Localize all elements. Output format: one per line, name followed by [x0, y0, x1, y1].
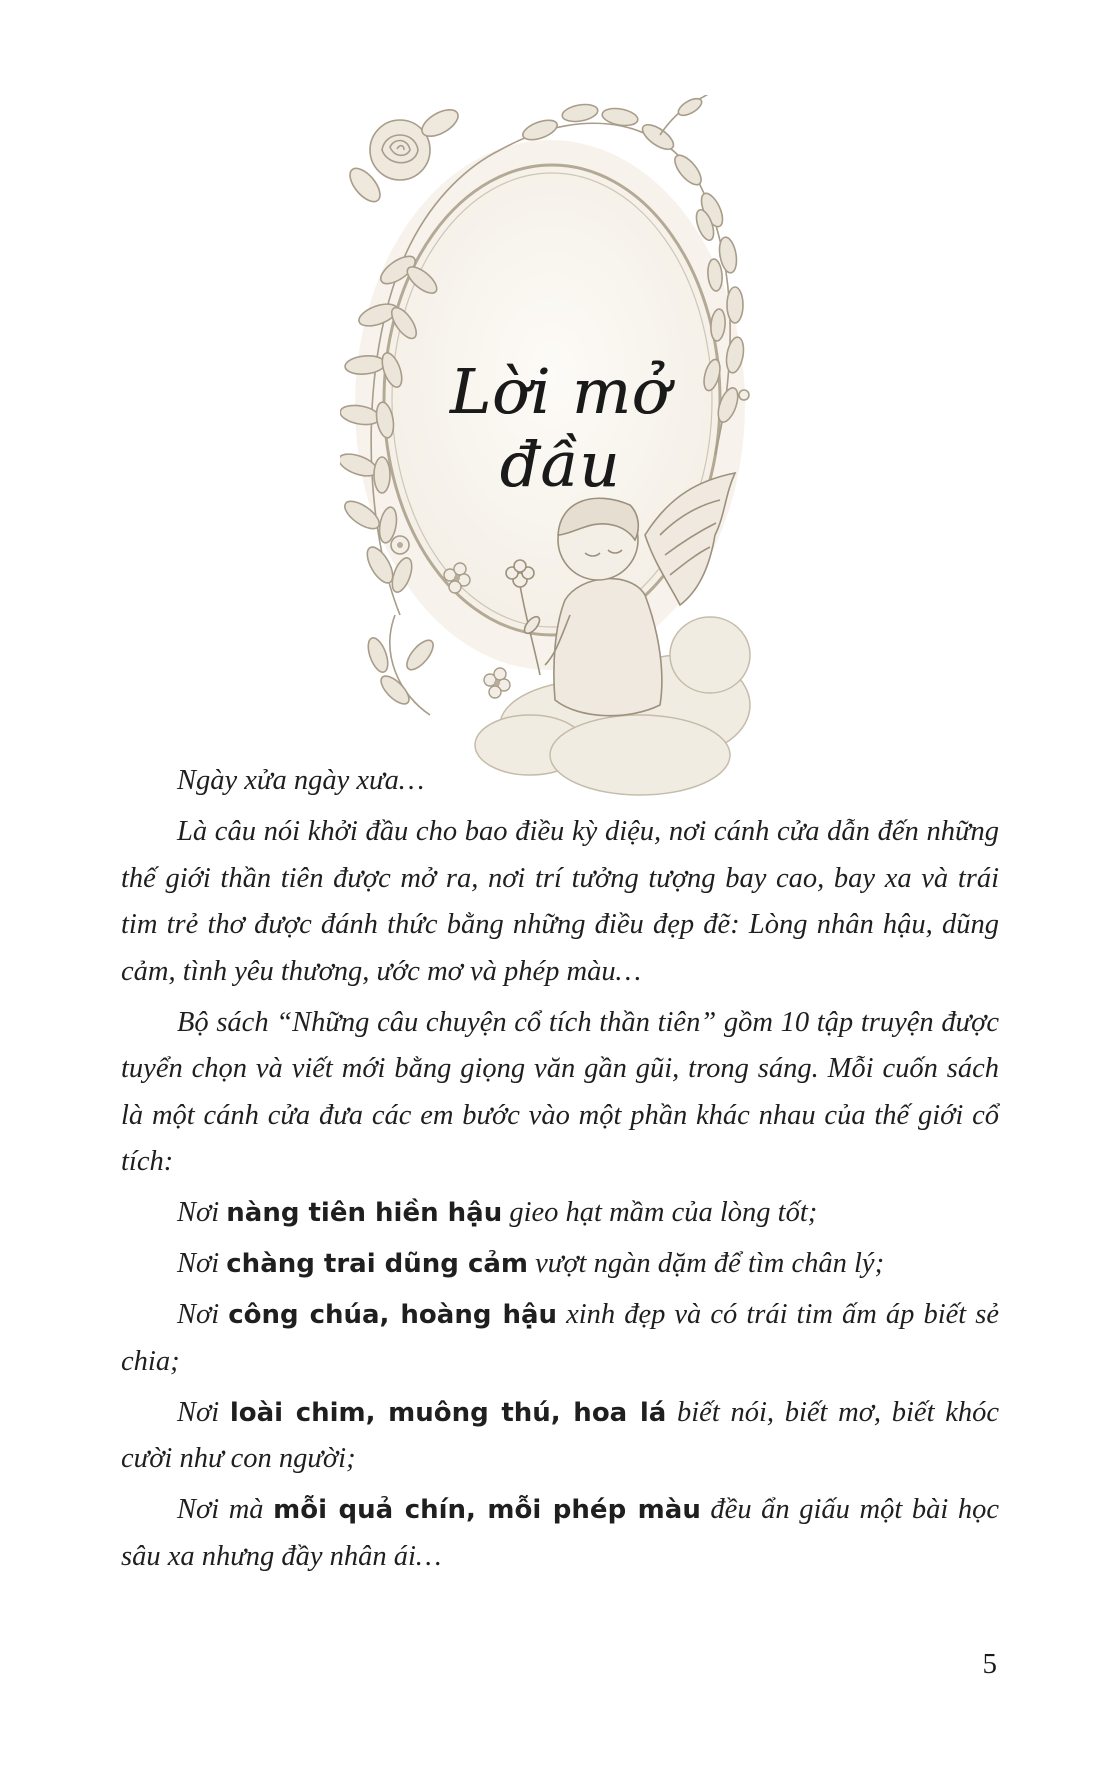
page-number: 5 — [982, 1648, 997, 1680]
paragraph-text: Nơi — [177, 1299, 229, 1330]
paragraph — [121, 1292, 999, 1385]
paragraph-text: vượt ngàn dặm để tìm chân lý; — [528, 1248, 885, 1279]
paragraph — [121, 758, 999, 805]
emphasis-text: chàng trai dũng cảm — [226, 1249, 529, 1279]
chapter-title: Lời mở đầu — [449, 355, 671, 501]
paragraph-text: gieo hạt mầm của lòng tốt; — [502, 1197, 818, 1228]
paragraph-text: biết nói, biết mơ, biết khóc cười như con người; — [121, 1396, 999, 1474]
paragraph-text: đều ẩn giấu một bài học sâu xa nhưng đầy nhân ái… — [121, 1494, 999, 1572]
emphasis-text: loài chim, muông thú, hoa lá — [229, 1397, 667, 1428]
emphasis-text: công chúa, hoàng hậu — [228, 1300, 558, 1330]
paragraph — [121, 1487, 999, 1580]
paragraph-text: Nơi — [177, 1396, 230, 1428]
paragraph-text: Bộ sách “Những câu chuyện cổ tích thần tiên” gồm 10 tập truyện được tuyển chọn và viết mới bằng giọng văn gần gũi, trong sáng. Mỗi cuốn sách là một cánh cửa đưa các em bước vào một phần khác nhau của thế giới cổ tích: — [121, 1006, 999, 1177]
paragraph-text: xinh đẹp và có trái tim ấm áp biết sẻ chia; — [121, 1299, 1000, 1377]
paragraph-text: Nơi mà — [177, 1494, 274, 1525]
paragraph — [121, 1241, 999, 1288]
paragraph — [121, 1190, 999, 1237]
paragraph-text: Là câu nói khởi đầu cho bao điều kỳ diệu, nơi cánh cửa dẫn đến những thế giới thần tiên được mở ra, nơi trí tưởng tượng bay cao, bay xa và trái tim trẻ thơ được đánh thức bằng những điều đẹp đẽ: Lòng nhân hậu, dũng cảm, tình yêu thương, ước mơ và phép màu… — [121, 816, 999, 987]
emphasis-text: mỗi quả chín, mỗi phép màu — [273, 1495, 701, 1525]
paragraph — [121, 1390, 999, 1483]
paragraph-text: Ngày xửa ngày xưa… — [177, 765, 425, 796]
emphasis-text: nàng tiên hiền hậu — [226, 1198, 503, 1228]
paragraph-text: Nơi — [177, 1248, 227, 1279]
paragraph — [121, 1000, 999, 1186]
body-text — [121, 758, 999, 1585]
paragraph — [121, 809, 999, 995]
paragraph-text: Nơi — [177, 1197, 227, 1228]
